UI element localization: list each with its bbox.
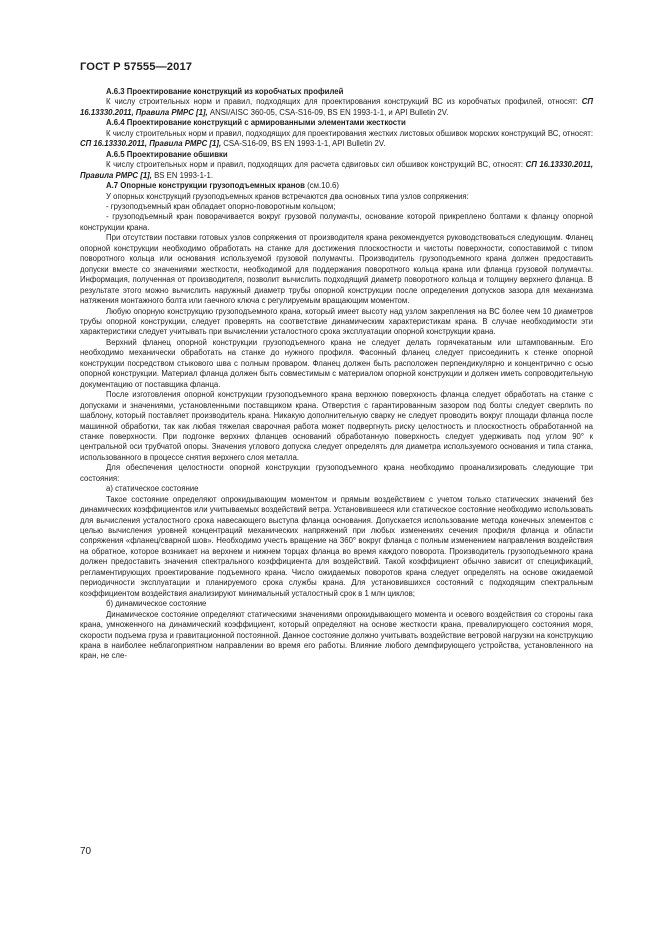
section-heading: А.6.4 Проектирование конструкций с армированными элементами жесткости bbox=[106, 118, 406, 128]
paragraph: Такое состояние определяют опрокидывающим моментом и прямым воздействием с учетом только статических значений без динамических коэффициентов или учитываемых воздействий ветра. Установившееся или статическое состояние необходимо использовать для вычисления усталостного срока навесающего выступа фланца основания. Допускается использование метода конечных элементов с целью вычисления уровней концентраций механических напряжений при любых изменениях сечения профиля фланца и области сопряжения «фланец/сварной шов». Необходимо учесть вращение на 360° вокруг фланца с полным изменением направления воздействия на обратное, которое возникает на верхнем и нижнем торцах фланца во время каждого поворота. Производитель грузоподъемного крана должен предоставить значения спектрального коэффициента для воздействий. Такой коэффициент обычно зависит от спецификаций, регламентирующих проектирование подъемного крана. Число ожидаемых поворотов крана следует определять на основе ожидаемой периодичности эксплуатации и планируемого срока службы крана. Для установившихся состояний с подходящим спектральным коэффициентом воздействия анализируют минимальный усталостный срок в 1 млн циклов; bbox=[80, 494, 593, 598]
standard-header: ГОСТ Р 57555—2017 bbox=[80, 61, 193, 73]
paragraph: Для обеспечения целостности опорной конструкции грузоподъемного крана необходимо проанализировать следующие три состояния: bbox=[80, 463, 593, 483]
paragraph: Динамическое состояние определяют статическими значениями опрокидывающего момента и осевого воздействия со стороны гака крана, умноженного на динамический коэффициент, который определяют на основе жесткости крана, превалирующего состояния моря, скорости подъема груза и гравитационной постоянной. Данное состояние должно учитывать воздействие ветровой нагрузки на конструкцию крана в наиболее неблагоприятном направлении во время его работы. Влияние любого демпфирующего устройства, установленного на кран, не сле- bbox=[80, 609, 593, 661]
paragraph: Любую опорную конструкцию грузоподъемного крана, который имеет высоту над узлом закрепления на ВС более чем 10 диаметров трубы опорной конструкции, следует проверять на соответствие динамическим характеристикам крана. В случае необходимости эти характеристики следует учитывать при вычислении усталостного срока эксплуатации опорной конструкции крана. bbox=[80, 306, 593, 337]
paragraph: К числу строительных норм и правил, подходящих для проектирования конструкций ВС из коробчатых профилей, относят: СП 16.13330.2011, Правила РМРС [1], ANSI/AISC 360-05, CSA-S16-09, BS EN 1993-1-1, и API Bulletin 2V. bbox=[80, 97, 593, 117]
paragraph: После изготовления опорной конструкции грузоподъемного крана верхнюю поверхность фланца следует обработать на станке с допусками и значениями, установленными поставщиком крана. Отверстия с гарантированным зазором под болты следует сверлить по шаблону, который поставляет производитель крана. Никакую дополнительную сварку не следует проводить вокруг площади фланца после машинной обработки, так как любая тяжелая сварочная работа может подвергнуть риску целостность и плоскостность обработанной на станке поверхности. При подгонке верхних фланцев оснований обработанную поверхность следует удерживать под углом 90° к центральной оси трубчатой опоры. Значения углового допуска следует определять для диаметра используемого основания и типа станка, использованного в процессе снятия верхнего слоя металла. bbox=[80, 390, 593, 462]
paragraph: К числу строительных норм и правил, подходящих для расчета сдвиговых сил обшивок конструкций ВС, относят: СП 16.13330.2011, Правила РМРС [1], BS EN 1993-1-1. bbox=[80, 160, 593, 180]
list-item: а) статическое состояние bbox=[106, 484, 199, 494]
list-item: - грузоподъемный кран обладает опорно-поворотным кольцом; bbox=[106, 201, 336, 211]
list-item: - грузоподъемный кран поворачивается вокруг грузовой полумачты, основание которой прикреплено болтами к фланцу опорной конструкции крана. bbox=[80, 212, 593, 232]
section-heading: А.6.5 Проектирование обшивки bbox=[106, 149, 228, 159]
page-number: 70 bbox=[80, 846, 92, 857]
section-heading: А.7 Опорные конструкции грузоподъемных кранов (см.10.6) bbox=[106, 181, 339, 191]
paragraph: У опорных конструкций грузоподъемных кранов встречаются два основных типа узлов сопряжения: bbox=[106, 191, 469, 201]
paragraph: К числу строительных норм и правил, подходящих для проектирования жестких листовых обшивок морских конструкций ВС, относят: СП 16.13330.2011, Правила РМРС [1], CSA-S16-09, BS EN 1993-1-1, API Bulletin 2V. bbox=[80, 128, 593, 149]
paragraph: При отсутствии поставки готовых узлов сопряжения от производителя крана рекомендуется руководствоваться следующим. Фланец опорной конструкции необходимо обработать на станке для достижения плоскостности и чистоты поверхности, сопоставимой с типом поворотного кольца или основания используемой грузовой полумачты. Производитель грузоподъемного крана должен предоставить допуски вместе со значениями жесткости, необходимой для поддержания поворотного кольца крана или фланца грузовой полумачты. Информация, полученная от производителя, позволит вычислить подходящий диаметр поворотного кольца и толщину верхнего фланца. В результате этого можно вычислить наружный диаметр трубы опорной конструкции после определения допусков зазора для механизма натяжения монтажного болта или гаечного ключа с регулируемым вращающим моментом. bbox=[80, 233, 593, 306]
document-body bbox=[80, 87, 593, 662]
paragraph: Верхний фланец опорной конструкции грузоподъемного крана не следует делать горячекатаным или штампованным. Его необходимо механически обработать на станке до нужного профиля. Фасонный фланец следует присоединить к стенке опорной конструкции посредством стыкового шва с полным проваром. Фланец должен быть расположен перпендикулярно и концентрично с осью опорной конструкции. Материал фланца должен быть совместимым с материалом опорной конструкции и должен иметь сопроводительную документацию от поставщика фланца. bbox=[80, 337, 593, 389]
section-heading: А.6.3 Проектирование конструкций из коробчатых профилей bbox=[106, 87, 344, 96]
list-item: б) динамическое состояние bbox=[106, 599, 207, 609]
